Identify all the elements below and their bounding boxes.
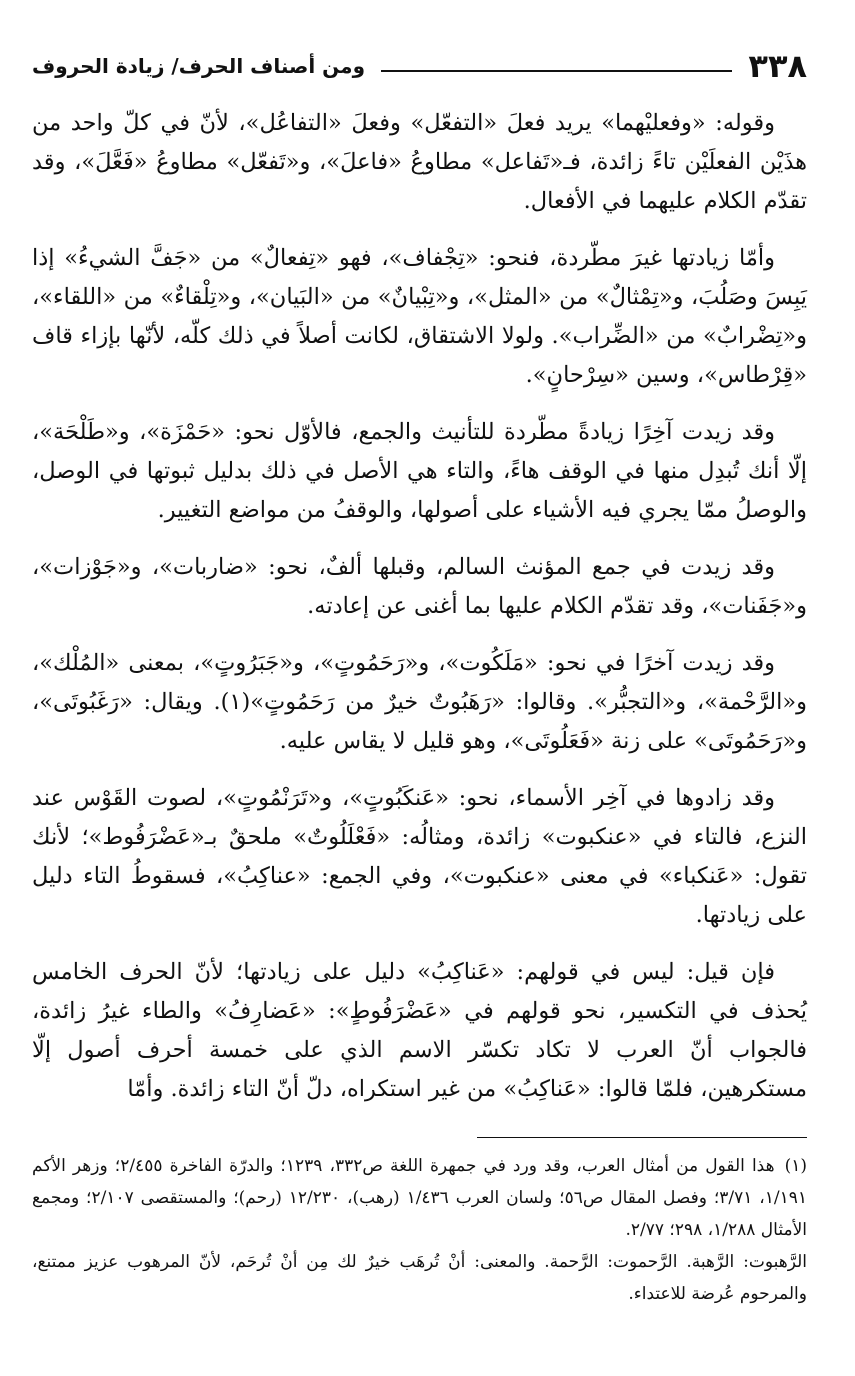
- paragraph: وقد زيدت آخِرًا زيادةً مطّردة للتأنيث والجمع، فالأوّل نحو: «حَمْزَة»، و«طَلْحَة»، إلّا أنك تُبدِل منها في الوقف هاءً، والتاء هي الأصل في ذلك بدليل ثبوتها في الوصل، والوصلُ ممّا يجري فيه الأشياء على أصولها، والوقفُ من مواضع التغيير.: [32, 419, 807, 523]
- footnotes: [32, 1137, 807, 1310]
- paragraph: فإن قيل: ليس في قولهم: «عَناكِبُ» دليل على زيادتها؛ لأنّ الحرف الخامس يُحذف في التكسير، نحو قولهم في «عَضْرَفُوطٍ»: «عَضارِفُ» والطاء غيرُ زائدة، فالجواب أنّ العرب لا تكاد تكسّر الاسم الذي على خمسة أحرف أصول إلّا مستكرهين، فلمّا قالوا: «عَناكِبُ» من غير استكراه، دلّ أنّ التاء زائدة. وأمّا: [32, 959, 807, 1102]
- footnote-rule: [477, 1137, 807, 1138]
- header-rule: [381, 70, 732, 72]
- footnote-marker: (١): [784, 1156, 807, 1176]
- paragraph: وقوله: «وفعليْهما» يريد فعلَ «التفعّل» وفعلَ «التفاعُل»، لأنّ في كلّ واحد من هذَيْن الفعلَيْن تاءً زائدة، فـ«تَفاعل» مطاوعُ «فاعلَ»، و«تَفعّل» مطاوعُ «فَعَّلَ»، وقد تقدّم الكلام عليهما في الأفعال.: [32, 110, 807, 214]
- running-title: ومن أصناف الحرف/ زيادة الحروف: [32, 54, 365, 78]
- footnote-text: الرَّهبوت: الرَّهبة. الرَّحموت: الرَّحمة. والمعنى: أنْ تُرهَب خيرٌ لك مِن أنْ تُرحَم، لأنّ المرهوب عزيز ممتنع، والمرحوم عُرضة للاعتداء.: [32, 1252, 807, 1304]
- footnote-continuation: [32, 1246, 807, 1310]
- paragraph: وقد زادوها في آخِر الأسماء، نحو: «عَنكَبُوتٍ»، و«تَرَنْمُوتٍ»، لصوت القَوْس عند النزع، فالتاء في «عنكبوت» زائدة، ومثالُه: «فَعْلَلُوتٌ» ملحقٌ بـ«عَضْرَفُوط»؛ لأنك تقول: «عَنكباء» في معنى «عنكبوت»، وفي الجمع: «عناكِبُ»، فسقوطُ التاء دليل على زيادتها.: [32, 785, 807, 928]
- paragraph: وقد زيدت في جمع المؤنث السالم، وقبلها ألفٌ، نحو: «ضاربات»، و«جَوْزات»، و«جَفَنات»، وقد تقدّم الكلام عليها بما أغنى عن إعادته.: [32, 554, 807, 619]
- paragraph: وقد زيدت آخرًا في نحو: «مَلَكُوت»، و«رَحَمُوتٍ»، و«جَبَرُوتٍ»، بمعنى «المُلْك»، و«الرَّحْمة»، و«التجبُّر». وقالوا: «رَهَبُوتٌ خيرٌ من رَحَمُوتٍ»(١). ويقال: «رَغَبُوتَى»، و«رَحَمُوتَى» على زنة «فَعَلُوتَى»، وهو قليل لا يقاس عليه.: [32, 650, 807, 754]
- page-number: ٣٣٨: [748, 47, 807, 85]
- page-header: [32, 38, 807, 85]
- paragraph: وأمّا زيادتها غيرَ مطّردة، فنحو: «تِجْفاف»، فهو «تِفعالٌ» من «جَفَّ الشيءُ» إذا يَبِسَ وصَلُبَ، و«تِمْثالٌ» من «المثل»، و«تِبْيانٌ» من «البَيان»، و«تِلْقاءٌ» من «اللقاء»، و«تِضْرابٌ» من «الضِّراب». ولولا الاشتقاق، لكانت أصلاً في ذلك كلّه، لأنّها بإزاء قاف «قِرْطاس»، وسين «سِرْحانٍ».: [32, 245, 807, 388]
- footnote: [32, 1150, 807, 1246]
- main-text: [32, 104, 807, 1109]
- footnote-text: هذا القول من أمثال العرب، وقد ورد في جمهرة اللغة ص٣٣٢، ١٢٣٩؛ والدرّة الفاخرة ٢/٤٥٥؛ وزهر الأكم ١/١٩١، ٣/٧١؛ وفصل المقال ص٥٦؛ ولسان العرب ١/٤٣٦ (رهب)، ١٢/٢٣٠ (رحم)؛ والمستقصى ٢/١٠٧؛ ومجمع الأمثال ١/٢٨٨، ٢٩٨؛ ٢/٧٧.: [32, 1156, 808, 1240]
